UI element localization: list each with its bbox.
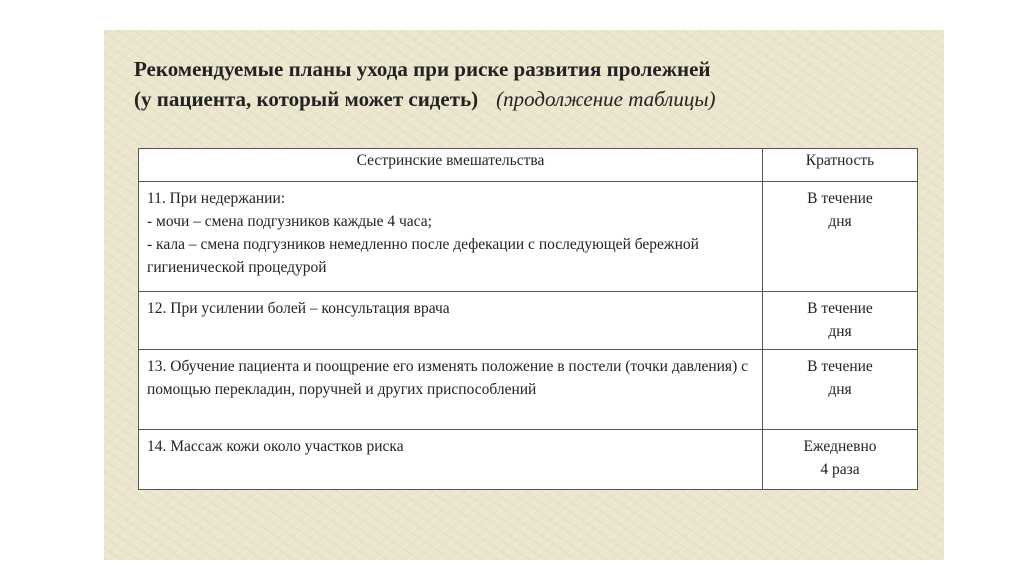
frequency-line: дня xyxy=(828,213,852,230)
title-continuation: (продолжение таблицы) xyxy=(496,87,716,111)
title-line-1: Рекомендуемые планы ухода при риске развития пролежней xyxy=(134,57,711,81)
intervention-line: 14. Массаж кожи около участков риска xyxy=(147,438,404,455)
frequency-line: Ежедневно xyxy=(803,438,877,455)
intervention-line: - мочи – смена подгузников каждые 4 часа; xyxy=(147,213,432,230)
intervention-line: 13. Обучение пациента и поощрение его изменять положение в постели (точки давления) с помощью перекладин, поручней и других приспособлений xyxy=(147,358,748,398)
intervention-line: 12. При усилении болей – консультация врача xyxy=(147,300,450,317)
table-header-row xyxy=(139,149,918,182)
frequency-line: дня xyxy=(828,381,852,398)
table-row xyxy=(139,292,918,350)
frequency-line: В течение xyxy=(807,300,873,317)
title-line-2 xyxy=(134,84,934,114)
table-row xyxy=(139,182,918,292)
frequency-line: В течение xyxy=(807,190,873,207)
table-row xyxy=(139,350,918,430)
frequency-cell xyxy=(763,350,918,430)
slide xyxy=(104,30,944,560)
intervention-cell xyxy=(139,430,763,490)
frequency-cell xyxy=(763,430,918,490)
frequency-line: В течение xyxy=(807,358,873,375)
intervention-line: - кала – смена подгузников немедленно после дефекации с последующей бережной гигиенической процедурой xyxy=(147,236,699,276)
frequency-cell xyxy=(763,182,918,292)
intervention-line: 11. При недержании: xyxy=(147,190,286,207)
slide-title xyxy=(134,54,934,114)
care-plan-table xyxy=(138,148,918,490)
intervention-cell xyxy=(139,350,763,430)
intervention-cell xyxy=(139,292,763,350)
frequency-cell xyxy=(763,292,918,350)
title-line-2-text: (у пациента, который может сидеть) xyxy=(134,87,479,111)
intervention-cell xyxy=(139,182,763,292)
header-interventions: Сестринские вмешательства xyxy=(139,149,763,182)
header-frequency: Кратность xyxy=(763,149,918,182)
frequency-line: дня xyxy=(828,323,852,340)
frequency-line: 4 раза xyxy=(820,461,860,478)
table-row xyxy=(139,430,918,490)
